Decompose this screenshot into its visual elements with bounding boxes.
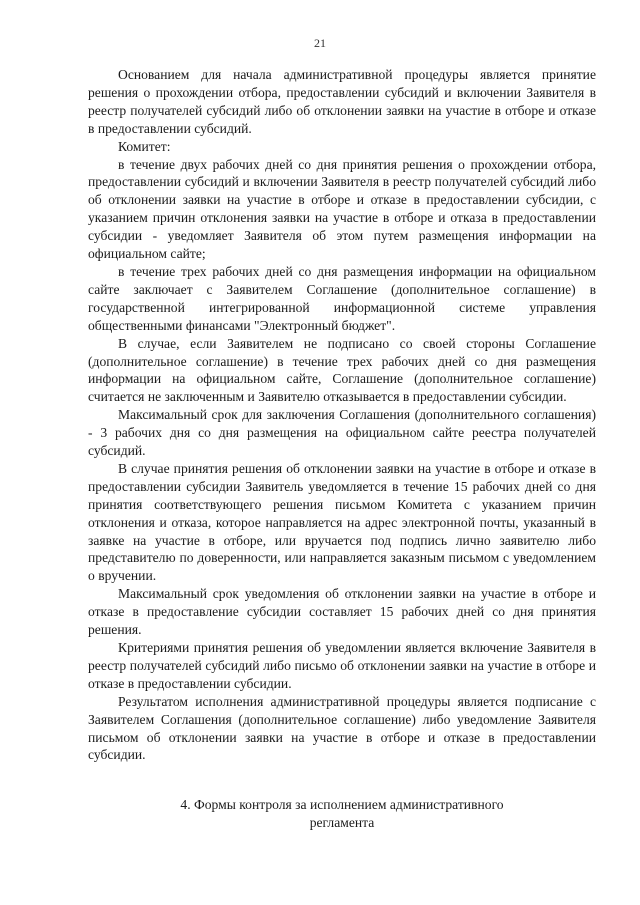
section-heading-line-1: 4. Формы контроля за исполнением административного bbox=[180, 797, 504, 812]
paragraph-not-signed: В случае, если Заявителем не подписано со своей стороны Соглашение (дополнительное соглашение) в течение трех рабочих дней со дня размещения информации на официальном сайте, Соглашение (дополнительное соглашение) считается не заключенным и Заявителю отказывается в предоставлении субсидии. bbox=[88, 335, 596, 405]
paragraph-committee: Комитет: bbox=[118, 138, 171, 154]
paragraph-three-days: в течение трех рабочих дней со дня размещения информации на официальном сайте заключает с Заявителем Соглашение (дополнительное соглашение) в государственной интегрированной информационной системе управления общественными финансами "Электронный бюджет". bbox=[88, 263, 596, 333]
paragraph-two-days: в течение двух рабочих дней со дня принятия решения о прохождении отбора, предоставлении субсидий и включении Заявителя в реестр получателей субсидий либо об отклонении заявки на участие в отборе и отказе в предоставлении субсидии, с указанием причин отклонения заявки на участие в отборе и отказа в предоставлении субсидии - уведомляет Заявителя об этом путем размещения информации на официальном сайте; bbox=[88, 156, 596, 262]
paragraph-rejection-notice: В случае принятия решения об отклонении заявки на участие в отборе и отказе в предоставлении субсидии Заявитель уведомляется в течение 15 рабочих дней со дня принятия соответствующего решения письмом Комитета с указанием причин отклонения и отказа, которое направляется на адрес электронной почты, указанный в заявке на участие в отборе, или вручается под подпись лично заявителю либо представителю по доверенности, или направляется заказным письмом с уведомлением о вручении. bbox=[88, 460, 596, 584]
section-heading bbox=[88, 796, 596, 832]
page-number: 21 bbox=[314, 36, 326, 50]
paragraph-criteria: Критериями принятия решения об уведомлении является включение Заявителя в реестр получателей субсидий либо письмо об отклонении заявки на участие в отборе и отказе в предоставлении субсидии. bbox=[88, 640, 596, 691]
paragraph-basis: Основанием для начала административной процедуры является принятие решения о прохождении отбора, предоставлении субсидий и включении Заявителя в реестр получателей субсидий либо об отклонении заявки на участие в отборе и отказе в предоставлении субсидий. bbox=[88, 67, 596, 136]
document-body bbox=[88, 66, 596, 764]
paragraph-result: Результатом исполнения административной процедуры является подписание с Заявителем Соглашения (дополнительное соглашение) либо уведомление Заявителя письмом об отклонении заявки на участие в отборе и отказе в предоставлении субсидии. bbox=[88, 693, 596, 763]
section-heading-line-2: регламента bbox=[309, 814, 375, 830]
paragraph-max-term-notice: Максимальный срок уведомления об отклонении заявки на участие в отборе и отказе в предоставление субсидии составляет 15 рабочих дней со дня принятия решения. bbox=[88, 586, 596, 638]
paragraph-max-term-agreement: Максимальный срок для заключения Соглашения (дополнительного соглашения) - 3 рабочих дня со дня размещения на официальном сайте реестра получателей субсидий. bbox=[88, 407, 596, 459]
